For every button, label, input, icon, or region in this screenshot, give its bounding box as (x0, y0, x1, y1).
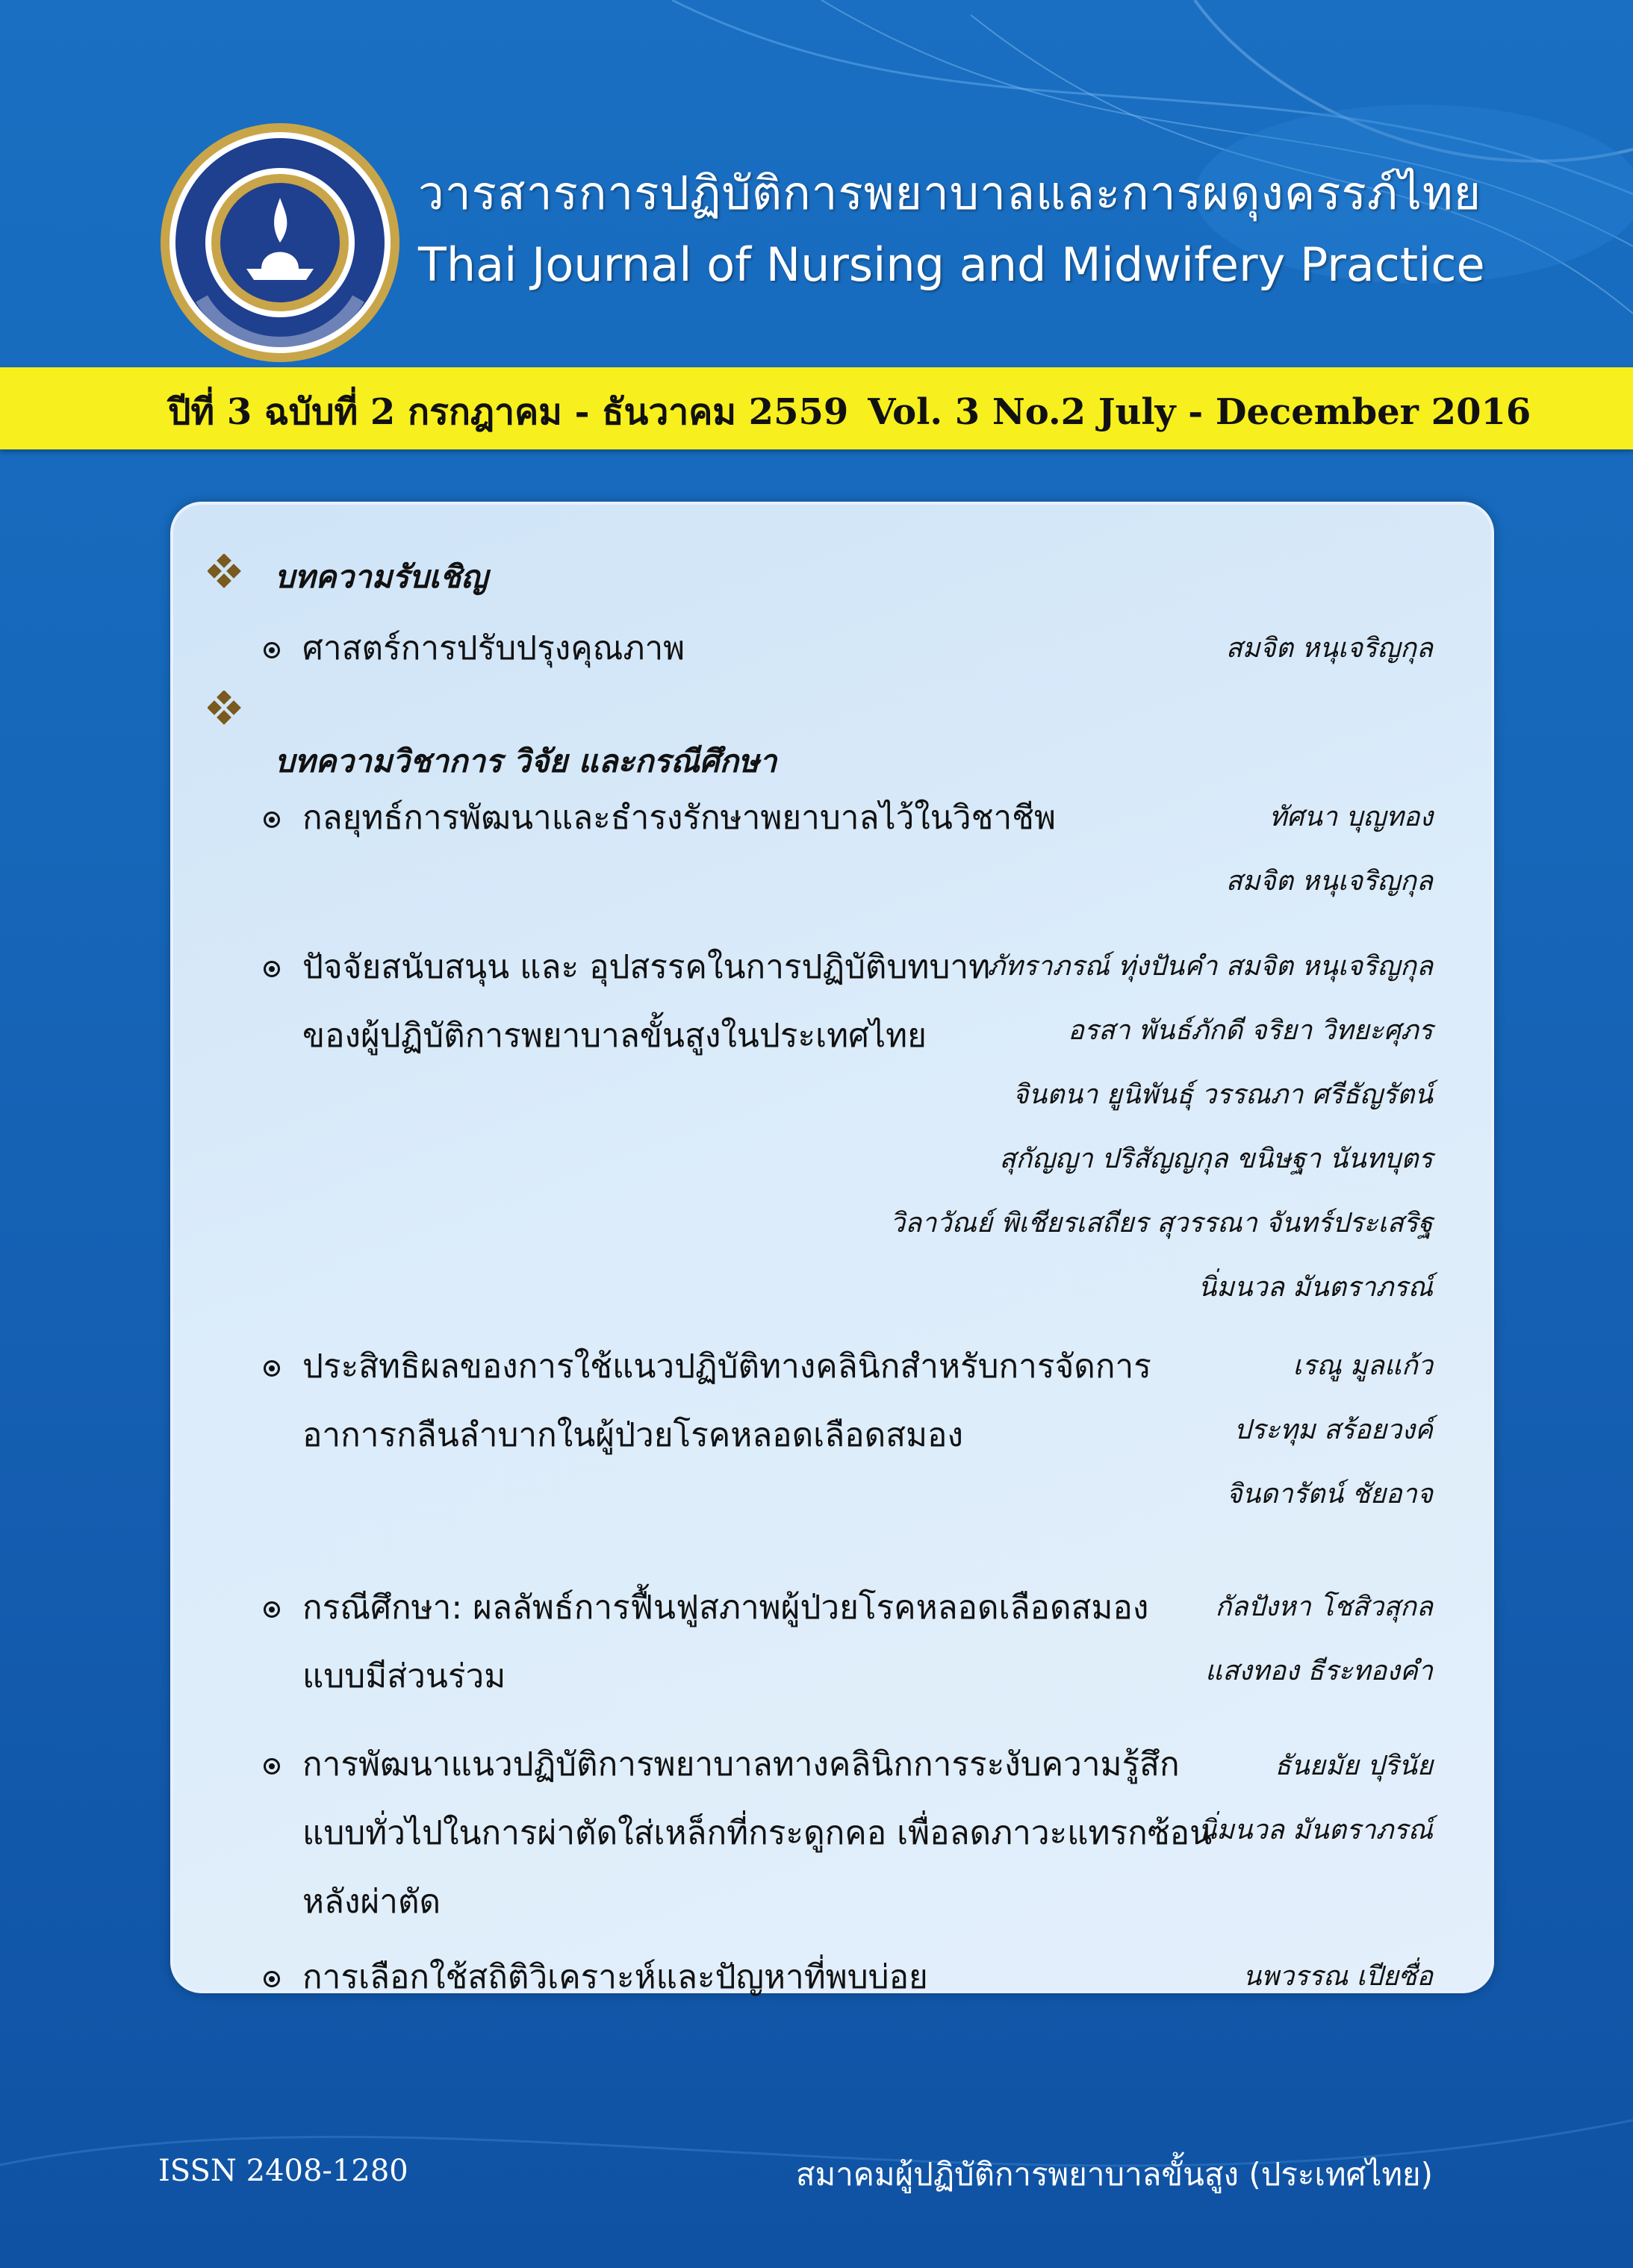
article-bullet-icon (264, 642, 280, 658)
article-authors: กัลปังหา โชสิวสุกล แสงทอง ธีระทองคำ (1205, 1592, 1433, 1686)
article-title: กลยุทธ์การพัฒนาและธำรงรักษาพยาบาลไว้ในวิชาชีพ (302, 799, 1057, 837)
article-title: กรณีศึกษา: ผลลัพธ์การฟื้นฟูสภาพผู้ป่วยโรคหลอดเลือดสมอง แบบมีส่วนร่วม (302, 1589, 1149, 1695)
issue-thai: ปีที่ 3 ฉบับที่ 2 กรกฎาคม - ธันวาคม 2559 (168, 391, 849, 433)
article-bullet-icon (264, 811, 280, 828)
association-logo (157, 119, 403, 366)
article-bullet-icon (264, 1971, 280, 1987)
article-authors: เรณู มูลแก้ว ประทุม สร้อยวงค์ จินดารัตน์ ชัยอาจ (1226, 1350, 1433, 1510)
article-authors: สมจิต หนุเจริญกุล (1225, 633, 1433, 664)
diamond-bullet-icon (208, 554, 242, 588)
article-title: ศาสตร์การปรับปรุงคุณภาพ (302, 629, 685, 667)
article-authors: ภัทราภรณ์ ทุ่งปันคำ สมจิต หนุเจริญกุล อรสา พันธ์ภักดี จริยา วิทยะศุภร จินตนา ยูนิพันธุ์ วรรณภา ศรีธัญรัตน์ สุกัญญา ปริสัญญกุล ขนิษฐา นันทบุตร วิลาวัณย์ พิเชียรเสถียร สุวรรณา จันทร์ประเสริฐ นิ่มนวล มันตราภรณ์ (889, 951, 1433, 1303)
journal-title-english: Thai Journal of Nursing and Midwifery Practice (418, 237, 1485, 292)
article-bullet-icon (264, 961, 280, 977)
article-bullet-icon (264, 1758, 280, 1775)
issue-band (0, 367, 1633, 449)
publisher-name: สมาคมผู้ปฏิบัติการพยาบาลขั้นสูง (ประเทศไทย) (795, 2156, 1433, 2193)
article-authors: นพวรรณ เปียซื่อ (1242, 1961, 1433, 1992)
issue-english: Vol. 3 No.2 July - December 2016 (868, 391, 1531, 433)
issue-info (168, 384, 1550, 440)
article-bullet-icon (264, 1601, 280, 1618)
section-heading-invited: บทความรับเชิญ (275, 558, 488, 595)
article-authors: ทัศนา บุญทอง สมจิต หนุเจริญกุล (1225, 802, 1433, 897)
article-title: การพัฒนาแนวปฏิบัติการพยาบาลทางคลินิกการระงับความรู้สึก แบบทั่วไปในการผ่าตัดใส่เหล็กที่กระดูกคอ เพื่อลดภาวะแทรกซ้อน หลังผ่าตัด (302, 1745, 1213, 1921)
article-title: การเลือกใช้สถิติวิเคราะห์และปัญหาที่พบบ่อย (302, 1958, 928, 1996)
section-heading-academic: บทความวิชาการ วิจัย และกรณีศึกษา (275, 743, 777, 779)
article-authors: ธันยมัย ปุรินัย นิ่มนวล มันตราภรณ์ (1198, 1751, 1433, 1845)
diamond-bullet-icon (208, 691, 242, 725)
issn-number: ISSN 2408-1280 (158, 2154, 408, 2188)
journal-title-thai: วารสารการปฏิบัติการพยาบาลและการผดุงครรภ์ไทย (418, 166, 1482, 220)
article-title: ประสิทธิผลของการใช้แนวปฏิบัติทางคลินิกสำหรับการจัดการ อาการกลืนลำบากในผู้ป่วยโรคหลอดเลือดสมอง (302, 1348, 1151, 1454)
article-title: ปัจจัยสนับสนุน และ อุปสรรคในการปฏิบัติบทบาท ของผู้ปฏิบัติการพยาบาลขั้นสูงในประเทศไทย (302, 948, 991, 1055)
article-bullet-icon (264, 1360, 280, 1377)
